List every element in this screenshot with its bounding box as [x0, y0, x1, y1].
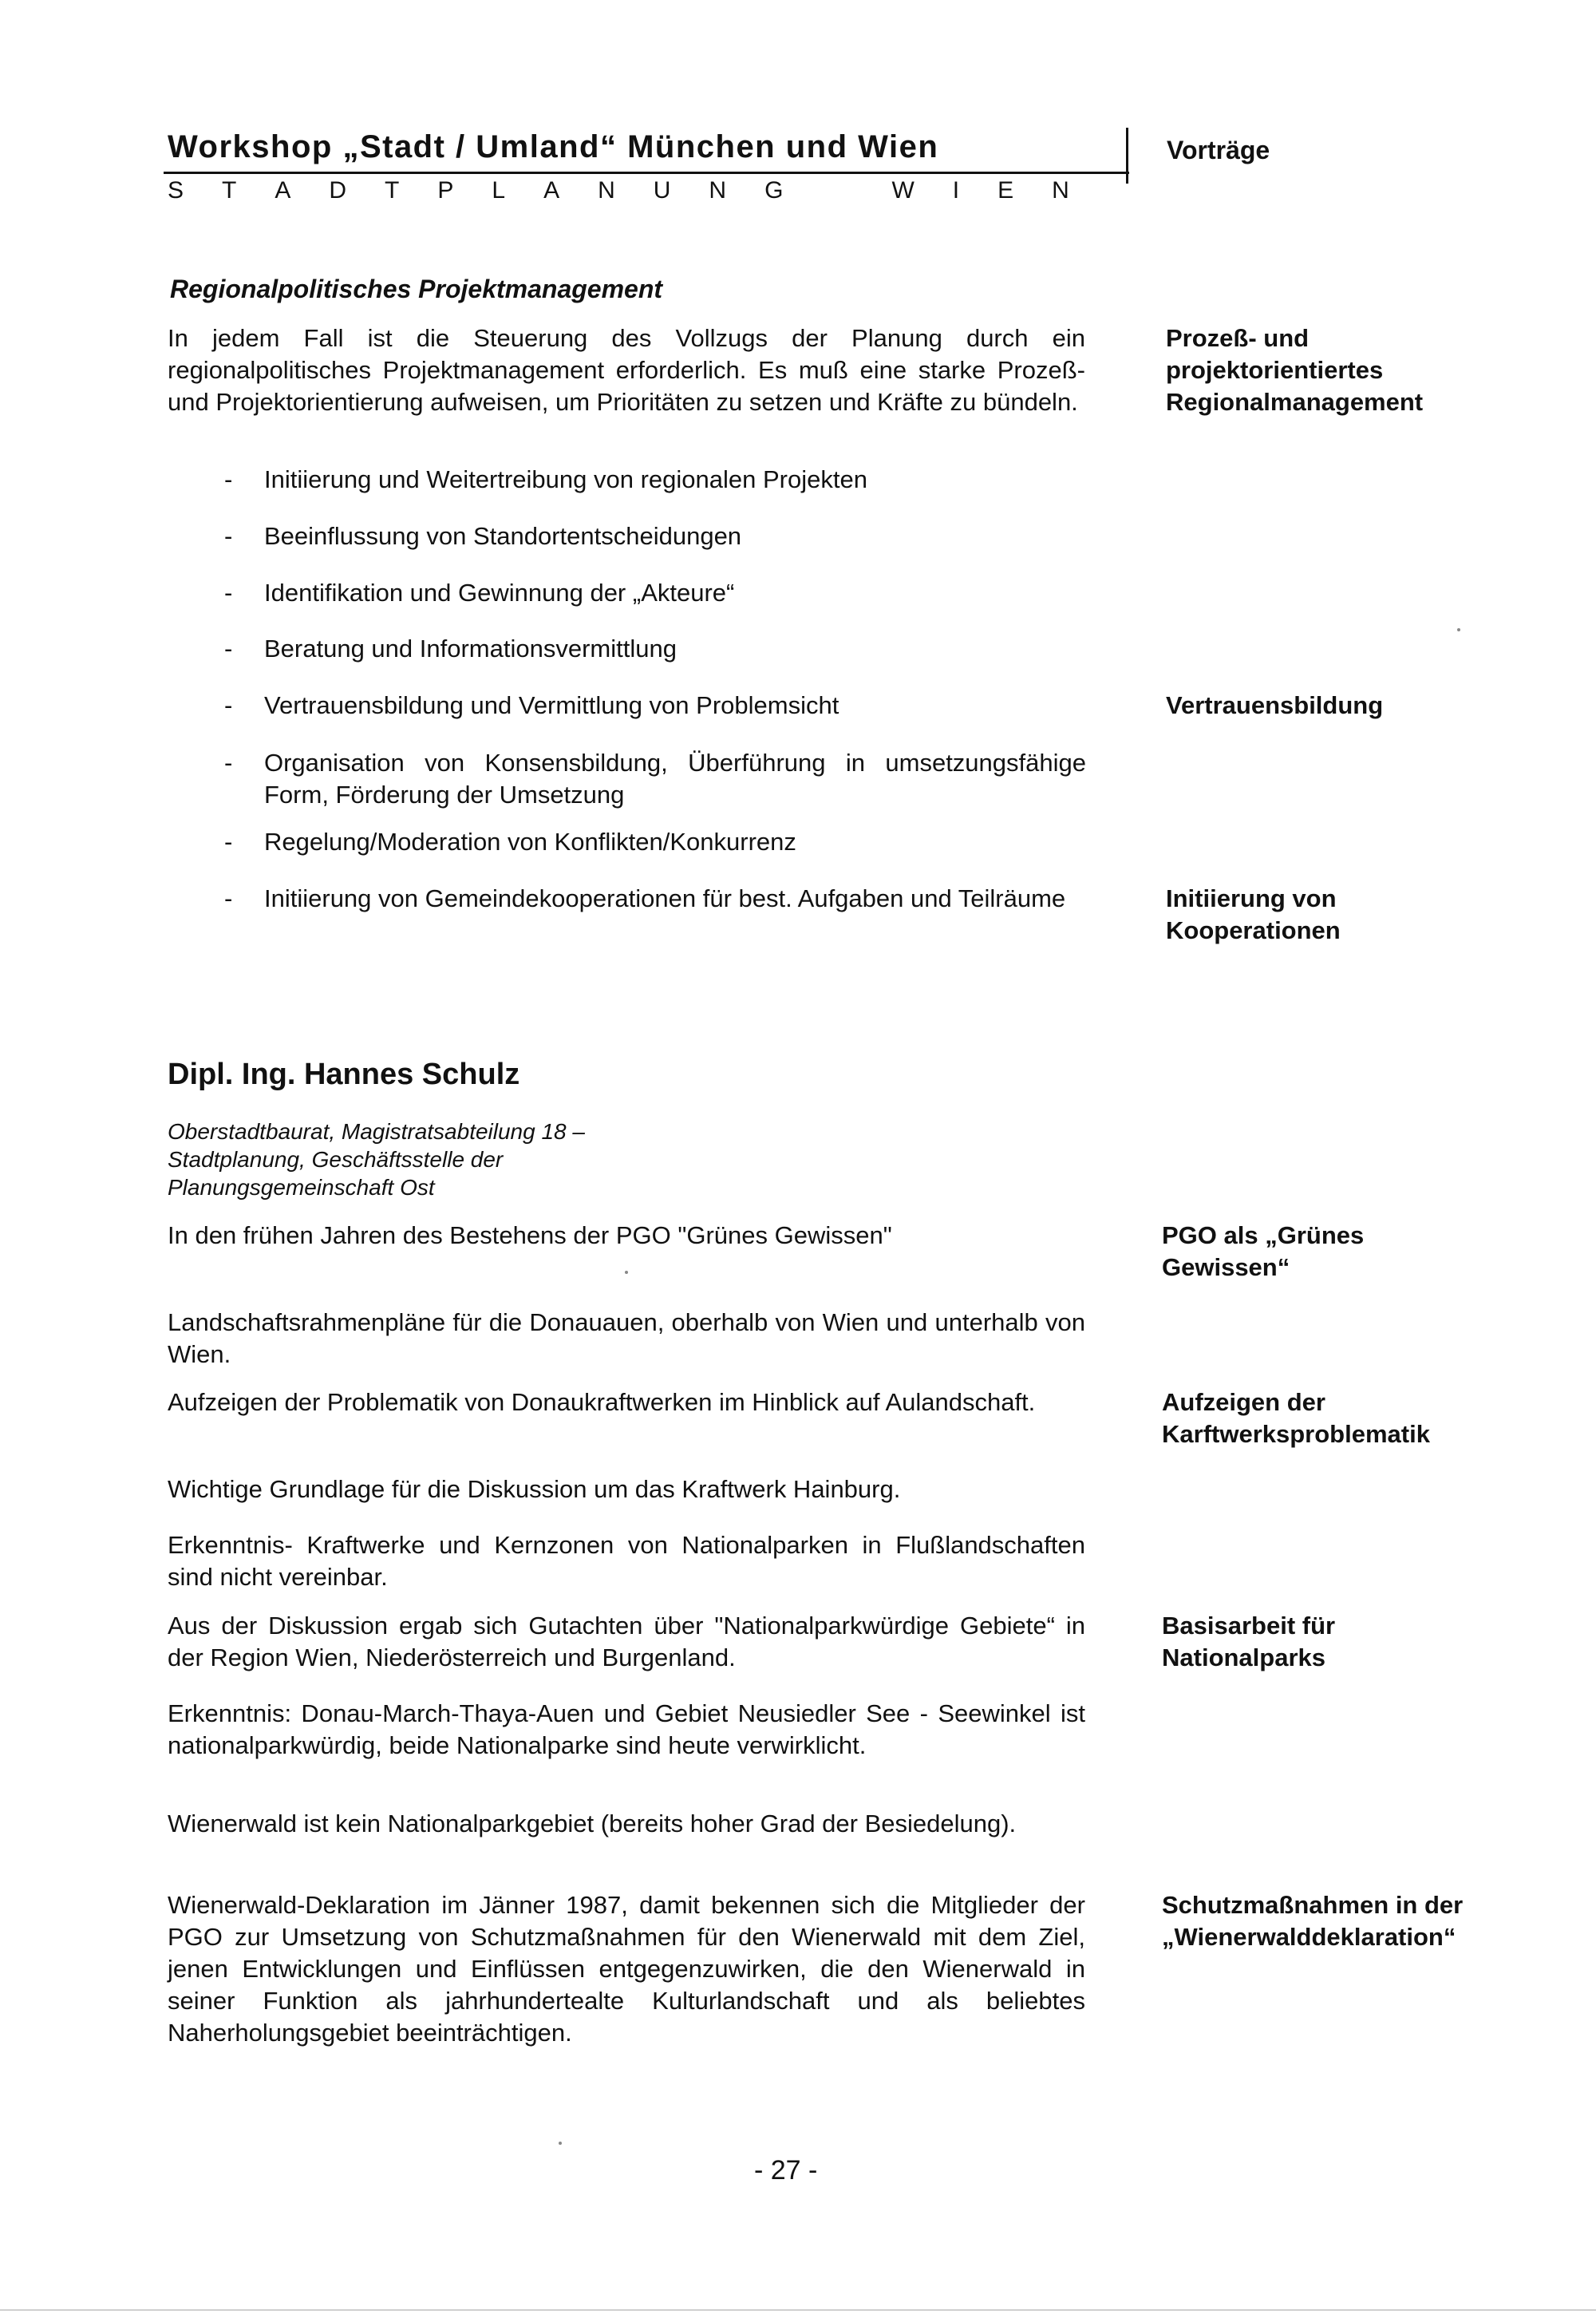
paragraph: Wienerwald ist kein Nationalparkgebiet (bereits hoher Grad der Besiedelung).	[168, 1810, 1017, 1837]
subtitle-letter: G	[764, 177, 784, 204]
subtitle-letter: D	[329, 177, 347, 204]
paragraph: Wienerwald-Deklaration im Jänner 1987, damit bekennen sich die Mitglieder der PGO zur Umsetzung von Schutzmaßnahmen für den Wienerwald mit dem Ziel, jenen Entwicklungen und Einflüssen entgegenzuwirken, die den Wienerwald in seiner Funktion als jahrhundertealte Kulturlandschaft und als beliebtes Naherholungsgebiet beeinträchtigen.	[168, 1891, 1085, 2047]
header-divider	[1126, 128, 1128, 184]
subtitle-letter: U	[653, 177, 671, 204]
subtitle-letter: A	[543, 177, 560, 204]
paragraph: Aus der Diskussion ergab sich Gutachten über "Nationalparkwürdige Gebiete“ in der Region Wien, Niederösterreich und Burgenland.	[168, 1612, 1085, 1671]
margin-note: Schutzmaßnahmen in der „Wienerwalddeklaration“	[1162, 1891, 1464, 1951]
margin-note: Prozeß- und projektorientiertes Regionalmanagement	[1166, 324, 1424, 416]
margin-note: Vertrauensbildung	[1166, 691, 1384, 719]
page-number: - 27 -	[754, 2155, 818, 2185]
scan-speck	[1457, 628, 1460, 631]
intro-paragraph: In jedem Fall ist die Steuerung des Vollzugs der Planung durch ein regionalpolitisches Projektmanagement erforderlich. Es muß eine starke Prozeß- und Projektorientierung aufweisen, um Prioritäten zu setzen und Kräfte zu bündeln.	[168, 324, 1085, 416]
margin-note: Basisarbeit für Nationalparks	[1162, 1612, 1336, 1671]
list-item-text: Beratung und Informationsvermittlung	[264, 635, 677, 663]
subtitle-letter: N	[598, 177, 615, 204]
list-item-text: Organisation von Konsensbildung, Überführung in umsetzungsfähige Form, Förderung der Umsetzung	[264, 749, 1086, 809]
list-item-text: Initiierung und Weitertreibung von regionalen Projekten	[264, 465, 867, 493]
subtitle-letter: E	[998, 177, 1014, 204]
document-header-title: Workshop „Stadt / Umland“ München und Wien	[168, 129, 939, 164]
subtitle-letter: N	[709, 177, 727, 204]
subtitle-letter: W	[891, 177, 915, 204]
paragraph: Aufzeigen der Problematik von Donaukraftwerken im Hinblick auf Aulandschaft.	[168, 1388, 1036, 1416]
paragraph: In den frühen Jahren des Bestehens der PGO "Grünes Gewissen"	[168, 1221, 892, 1249]
subtitle-letter: T	[385, 177, 400, 204]
subtitle-letter: T	[222, 177, 237, 204]
list-item-text: Identifikation und Gewinnung der „Akteure“	[264, 579, 735, 607]
paragraph: Wichtige Grundlage für die Diskussion um das Kraftwerk Hainburg.	[168, 1475, 901, 1503]
section-heading: Regionalpolitisches Projektmanagement	[170, 275, 663, 303]
list-item-text: Initiierung von Gemeindekooperationen für best. Aufgaben und Teilräume	[264, 884, 1066, 912]
subtitle-letter: L	[492, 177, 506, 204]
list-item-text: Vertrauensbildung und Vermittlung von Problemsicht	[264, 691, 839, 719]
margin-note: Initiierung von Kooperationen	[1166, 884, 1341, 944]
header-side-label: Vorträge	[1167, 136, 1270, 164]
speaker-role	[168, 1117, 710, 1201]
scan-speck	[625, 1271, 628, 1274]
speaker-name: Dipl. Ing. Hannes Schulz	[168, 1058, 520, 1091]
paragraph: Erkenntnis- Kraftwerke und Kernzonen von Nationalparken in Flußlandschaften sind nicht vereinbar.	[168, 1531, 1085, 1591]
scan-edge	[0, 2309, 1596, 2311]
subtitle-letter: P	[437, 177, 454, 204]
speaker-role-line: Oberstadtbaurat, Magistratsabteilung 18 –	[168, 1119, 585, 1144]
subtitle-letter: N	[1052, 177, 1069, 204]
paragraph: Landschaftsrahmenpläne für die Donauauen, oberhalb von Wien und unterhalb von Wien.	[168, 1308, 1085, 1368]
margin-note: Aufzeigen der Karftwerksproblematik	[1162, 1388, 1430, 1448]
scan-speck	[559, 2142, 562, 2145]
subtitle-letter: A	[275, 177, 291, 204]
margin-note: PGO als „Grünes Gewissen“	[1162, 1221, 1365, 1281]
subtitle-letter	[821, 177, 853, 204]
header-subtitle	[168, 177, 1069, 204]
header-underline	[164, 172, 1129, 174]
speaker-role-line: Stadtplanung, Geschäftsstelle der	[168, 1147, 504, 1172]
paragraph: Erkenntnis: Donau-March-Thaya-Auen und Gebiet Neusiedler See - Seewinkel ist nationalparkwürdig, beide Nationalparke sind heute verwirklicht.	[168, 1699, 1085, 1759]
subtitle-letter: S	[168, 177, 184, 204]
speaker-role-line: Planungsgemeinschaft Ost	[168, 1175, 435, 1200]
list-item-text: Beeinflussung von Standortentscheidungen	[264, 522, 742, 550]
list-item-text: Regelung/Moderation von Konflikten/Konkurrenz	[264, 828, 796, 856]
subtitle-letter: I	[952, 177, 960, 204]
